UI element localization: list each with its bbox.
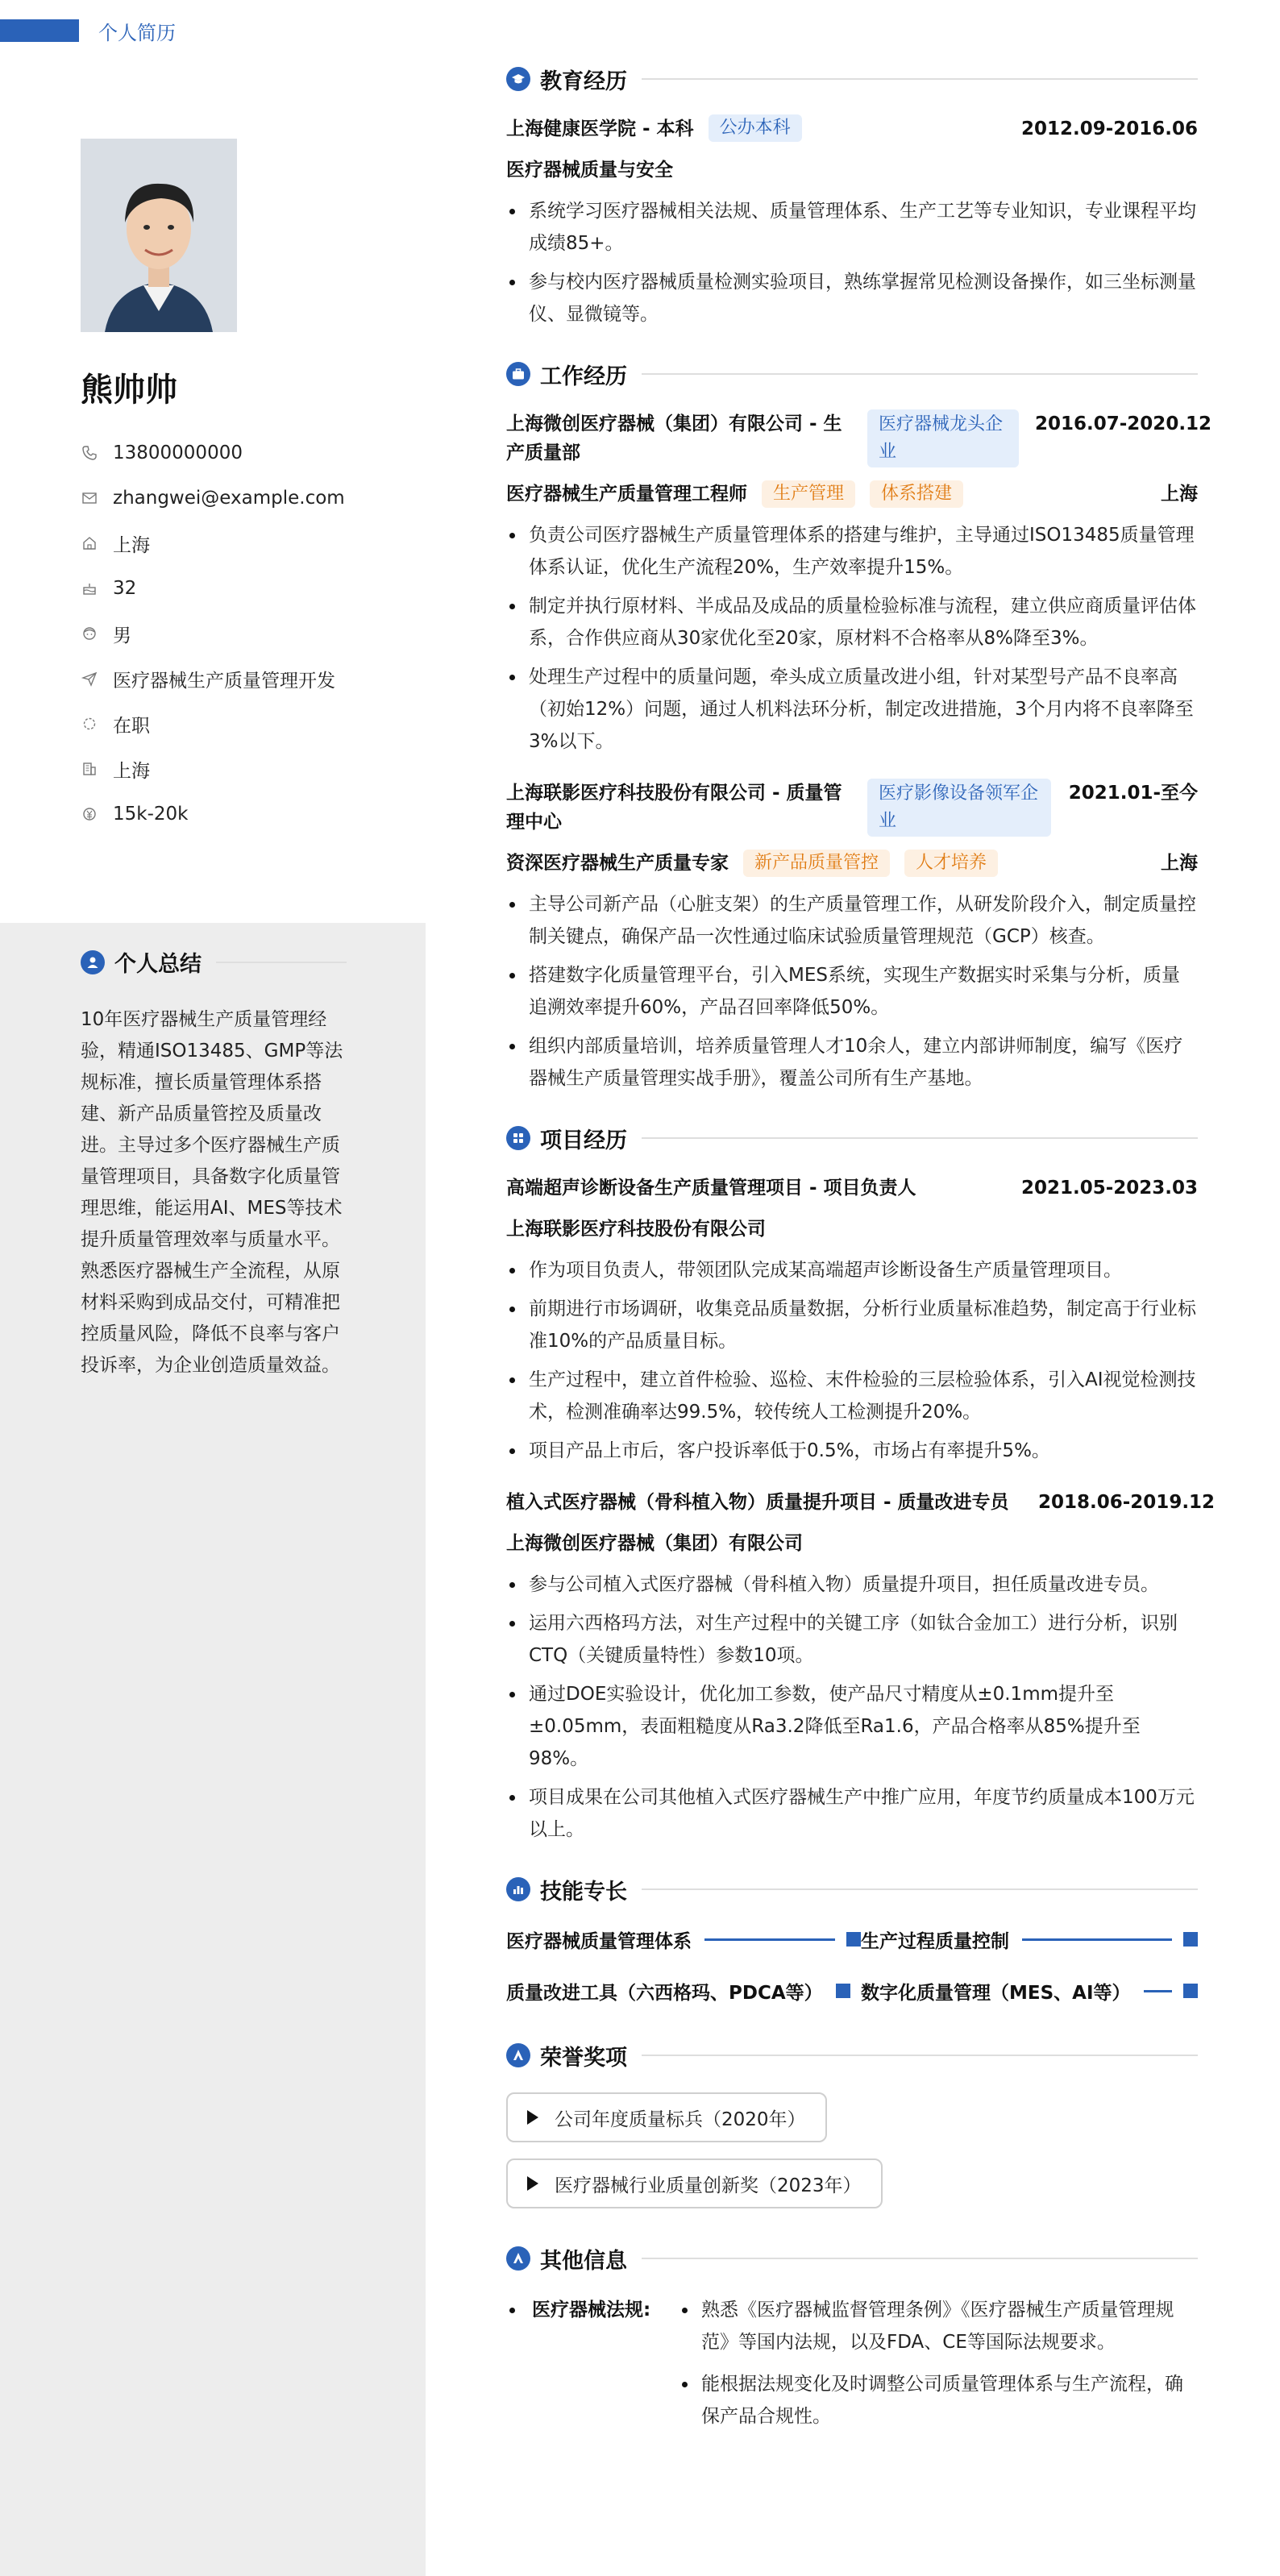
skill-level-bar bbox=[1144, 1990, 1172, 1992]
education-header bbox=[506, 114, 1198, 143]
list-item: 参与校内医疗器械质量检测实验项目，熟练掌握常见检测设备操作，如三坐标测量仪、显微镜等。 bbox=[506, 266, 1198, 330]
section-divider bbox=[216, 962, 347, 963]
section-divider bbox=[642, 2055, 1198, 2056]
list-item: 搭建数字化质量管理平台，引入MES系统，实现生产数据实时采集与分析，质量追溯效率提升60%，产品召回率降低50%。 bbox=[506, 959, 1198, 1024]
info-age bbox=[81, 566, 403, 611]
profile-photo bbox=[81, 139, 237, 332]
section-divider bbox=[642, 373, 1198, 375]
education-entry bbox=[506, 114, 1198, 330]
list-item: 能根据法规变化及时调整公司质量管理体系与生产流程，确保产品合规性。 bbox=[677, 2368, 1198, 2433]
section-divider bbox=[642, 2258, 1198, 2259]
project-date: 2018.06-2019.12 bbox=[1038, 1492, 1216, 1513]
cake-icon bbox=[81, 580, 98, 597]
project-entry bbox=[506, 1488, 1216, 1846]
work-position-row bbox=[506, 848, 1198, 879]
list-item: 参与公司植入式医疗器械（骨科植入物）质量提升项目，担任质量改进专员。 bbox=[506, 1568, 1198, 1601]
status-icon bbox=[81, 715, 98, 733]
list-item: 负责公司医疗器械生产质量管理体系的搭建与维护，主导通过ISO13485质量管理体系认证，优化生产流程20%，生产效率提升15%。 bbox=[506, 519, 1198, 584]
position-tag: 新产品质量管控 bbox=[743, 850, 890, 877]
projects-section-header bbox=[506, 1117, 1198, 1159]
section-divider bbox=[642, 1137, 1198, 1139]
avatar-illustration bbox=[81, 139, 237, 332]
info-salary bbox=[81, 791, 403, 837]
other-list bbox=[677, 2294, 1198, 2442]
project-company: 上海微创医疗器械（集团）有限公司 bbox=[506, 1533, 803, 1554]
list-item: 组织内部质量培训，培养质量管理人才10余人，建立内部讲师制度，编写《医疗器械生产质量管理实战手册》，覆盖公司所有生产基地。 bbox=[506, 1030, 1198, 1095]
company-tag: 医疗器械龙头企业 bbox=[867, 409, 1019, 467]
school-tag: 公办本科 bbox=[709, 114, 802, 142]
other-section-header bbox=[506, 2237, 1198, 2279]
education-major-row bbox=[506, 155, 1198, 185]
list-item: 熟悉《医疗器械监督管理条例》《医疗器械生产质量管理规范》等国内法规，以及FDA、CE等国际法规要求。 bbox=[677, 2294, 1198, 2358]
work-header bbox=[506, 779, 1198, 837]
info-status bbox=[81, 701, 403, 746]
skill-item bbox=[506, 1976, 861, 2005]
project-bullets bbox=[506, 1254, 1198, 1467]
work-entry bbox=[506, 409, 1212, 758]
list-item: 处理生产过程中的质量问题，牵头成立质量改进小组，针对某型号产品不良率高（初始12%）问题，通过人机料法环分析，制定改进措施，3个月内将不良率降至3%以下。 bbox=[506, 661, 1198, 758]
summary-text: 10年医疗器械生产质量管理经验，精通ISO13485、GMP等法规标准，擅长质量管理体系搭建、新产品质量管控及质量改进。主导过多个医疗器械生产质量管理项目，具备数字化质量管理思维，能运用AI、MES等技术提升质量管理效率与质量水平。熟悉医疗器械生产全流程，从原材料采购到成品交付，可精准把控质量风险，降低不良率与客户投诉率，为企业创造质量效益。 bbox=[81, 1009, 343, 1376]
info-text: 在职 bbox=[113, 715, 150, 737]
section-divider bbox=[642, 78, 1198, 80]
other-label: 医疗器械法规: bbox=[506, 2294, 677, 2442]
work-title: 工作经历 bbox=[540, 364, 627, 389]
position-tag: 人才培养 bbox=[904, 850, 998, 877]
summary-title: 个人总结 bbox=[114, 952, 202, 977]
bar-chart-icon bbox=[506, 1877, 530, 1901]
skill-name: 数字化质量管理（MES、AI等） bbox=[861, 1982, 1131, 2004]
position-tag: 生产管理 bbox=[762, 480, 855, 508]
info-text: 男 bbox=[113, 625, 131, 646]
skill-name: 生产过程质量控制 bbox=[861, 1930, 1009, 1952]
company-name: 上海微创医疗器械（集团）有限公司 - 生产质量部 bbox=[506, 413, 842, 463]
list-item: 项目成果在公司其他植入式医疗器械生产中推广应用，年度节约质量成本100万元以上。 bbox=[506, 1781, 1198, 1846]
info-text: 15k-20k bbox=[113, 804, 189, 825]
user-icon bbox=[81, 950, 105, 974]
list-item: 作为项目负责人，带领团队完成某高端超声诊断设备生产质量管理项目。 bbox=[506, 1254, 1198, 1286]
work-header bbox=[506, 409, 1212, 467]
skill-name: 质量改进工具（六西格玛、PDCA等） bbox=[506, 1982, 823, 2004]
list-item: 前期进行市场调研，收集竞品质量数据，分析行业质量标准趋势，制定高于行业标准10%的产品质量目标。 bbox=[506, 1293, 1198, 1357]
skills-grid bbox=[506, 1925, 1198, 2005]
project-name: 植入式医疗器械（骨科植入物）质量提升项目 - 质量改进专员 bbox=[506, 1492, 1009, 1513]
work-city: 上海 bbox=[1161, 484, 1198, 505]
projects-title: 项目经历 bbox=[540, 1128, 627, 1153]
info-gender bbox=[81, 611, 403, 656]
project-company-row bbox=[506, 1214, 1198, 1244]
company-tag: 医疗影像设备领军企业 bbox=[867, 779, 1051, 837]
info-icon bbox=[506, 2246, 530, 2271]
info-text: 上海 bbox=[113, 534, 150, 556]
work-bullets bbox=[506, 888, 1198, 1095]
brand-bar bbox=[0, 19, 79, 42]
award-text: 公司年度质量标兵（2020年） bbox=[555, 2109, 806, 2130]
work-date: 2016.07-2020.12 bbox=[1035, 413, 1212, 434]
info-text: 上海 bbox=[113, 760, 150, 782]
project-name: 高端超声诊断设备生产质量管理项目 - 项目负责人 bbox=[506, 1178, 916, 1199]
list-item: 制定并执行原材料、半成品及成品的质量检验标准与流程，建立供应商质量评估体系，合作供应商从30家优化至20家，原材料不合格率从8%降至3%。 bbox=[506, 590, 1198, 654]
education-section-header bbox=[506, 58, 1198, 100]
grid-icon bbox=[506, 1126, 530, 1150]
list-item: 项目产品上市后，客户投诉率低于0.5%，市场占有率提升5%。 bbox=[506, 1435, 1198, 1467]
info-phone bbox=[81, 430, 403, 476]
brand-header bbox=[0, 18, 176, 44]
award-text: 医疗器械行业质量创新奖（2023年） bbox=[555, 2175, 862, 2196]
contact-info-list bbox=[81, 430, 403, 837]
work-entry bbox=[506, 779, 1198, 1095]
project-header bbox=[506, 1174, 1198, 1203]
list-item: 主导公司新产品（心脏支架）的生产质量管理工作，从研发阶段介入，制定质量控制关键点，确保产品一次性通过临床试验质量管理规范（GCP）核查。 bbox=[506, 888, 1198, 953]
skill-name: 医疗器械质量管理体系 bbox=[506, 1930, 692, 1952]
position-name: 资深医疗器械生产质量专家 bbox=[506, 853, 729, 874]
info-text: 13800000000 bbox=[113, 442, 243, 463]
info-text: zhangwei@example.com bbox=[113, 488, 345, 509]
skill-level-bar bbox=[704, 1938, 835, 1941]
award-item bbox=[506, 2092, 827, 2142]
info-target-job bbox=[81, 656, 403, 701]
skill-level-marker bbox=[1183, 1984, 1198, 1998]
award-item bbox=[506, 2158, 883, 2208]
salary-icon bbox=[81, 805, 98, 823]
project-company: 上海联影医疗科技股份有限公司 bbox=[506, 1219, 766, 1240]
list-item: 系统学习医疗器械相关法规、质量管理体系、生产工艺等专业知识，专业课程平均成绩85+。 bbox=[506, 195, 1198, 260]
major-name: 医疗器械质量与安全 bbox=[506, 160, 673, 181]
work-date: 2021.01-至今 bbox=[1068, 783, 1198, 804]
phone-icon bbox=[81, 444, 98, 462]
info-city bbox=[81, 746, 403, 791]
skill-item bbox=[861, 1925, 1198, 1954]
profile-name: 熊帅帅 bbox=[81, 372, 177, 409]
send-icon bbox=[81, 670, 98, 688]
work-bullets bbox=[506, 519, 1198, 758]
project-date: 2021.05-2023.03 bbox=[1020, 1178, 1198, 1199]
work-section-header bbox=[506, 353, 1198, 395]
list-item: 运用六西格玛方法，对生产过程中的关键工序（如钛合金加工）进行分析，识别CTQ（关键质量特性）参数10项。 bbox=[506, 1607, 1198, 1672]
skill-item bbox=[506, 1925, 861, 1954]
award-icon bbox=[506, 2043, 530, 2067]
skill-level-marker bbox=[836, 1984, 850, 1998]
briefcase-icon bbox=[506, 362, 530, 386]
skill-level-marker bbox=[846, 1932, 861, 1947]
project-header bbox=[506, 1488, 1216, 1517]
project-entry bbox=[506, 1174, 1198, 1467]
info-text: 32 bbox=[113, 578, 137, 599]
skill-level-marker bbox=[1183, 1932, 1198, 1947]
company-name: 上海联影医疗科技股份有限公司 - 质量管理中心 bbox=[506, 783, 842, 833]
position-tag: 体系搭建 bbox=[870, 480, 963, 508]
summary-section-header bbox=[81, 946, 347, 978]
project-company-row bbox=[506, 1528, 1198, 1559]
education-date: 2012.09-2016.06 bbox=[1020, 118, 1198, 139]
skills-title: 技能专长 bbox=[540, 1879, 627, 1905]
graduation-cap-icon bbox=[506, 67, 530, 91]
main-column bbox=[506, 58, 1216, 2442]
play-triangle-icon bbox=[527, 2110, 538, 2125]
info-location bbox=[81, 521, 403, 566]
other-info-row bbox=[506, 2294, 1198, 2442]
education-title: 教育经历 bbox=[540, 69, 627, 94]
skill-item bbox=[861, 1976, 1198, 2005]
school-name: 上海健康医学院 - 本科 bbox=[506, 118, 694, 139]
position-name: 医疗器械生产质量管理工程师 bbox=[506, 484, 747, 505]
education-bullets bbox=[506, 195, 1198, 330]
skill-level-bar bbox=[1022, 1938, 1172, 1941]
mail-icon bbox=[81, 489, 98, 507]
list-item: 通过DOE实验设计，优化加工参数，使产品尺寸精度从±0.1mm提升至±0.05mm，表面粗糙度从Ra3.2降低至Ra1.6，产品合格率从85%提升至98%。 bbox=[506, 1678, 1198, 1775]
other-title: 其他信息 bbox=[540, 2248, 627, 2274]
info-text: 医疗器械生产质量管理开发 bbox=[113, 670, 335, 692]
building-icon bbox=[81, 760, 98, 778]
project-bullets bbox=[506, 1568, 1198, 1846]
list-item: 生产过程中，建立首件检验、巡检、末件检验的三层检验体系，引入AI视觉检测技术，检测准确率达99.5%，较传统人工检测提升20%。 bbox=[506, 1364, 1198, 1428]
brand-label: 个人简历 bbox=[98, 21, 176, 44]
work-position-row bbox=[506, 479, 1198, 509]
gender-icon bbox=[81, 625, 98, 642]
awards-title: 荣誉奖项 bbox=[540, 2045, 627, 2071]
info-email bbox=[81, 476, 403, 521]
awards-section-header bbox=[506, 2034, 1198, 2076]
section-divider bbox=[642, 1888, 1198, 1890]
play-triangle-icon bbox=[527, 2176, 538, 2191]
awards-list bbox=[506, 2076, 1198, 2208]
work-city: 上海 bbox=[1161, 853, 1198, 874]
home-icon bbox=[81, 534, 98, 552]
skills-section-header bbox=[506, 1868, 1198, 1910]
